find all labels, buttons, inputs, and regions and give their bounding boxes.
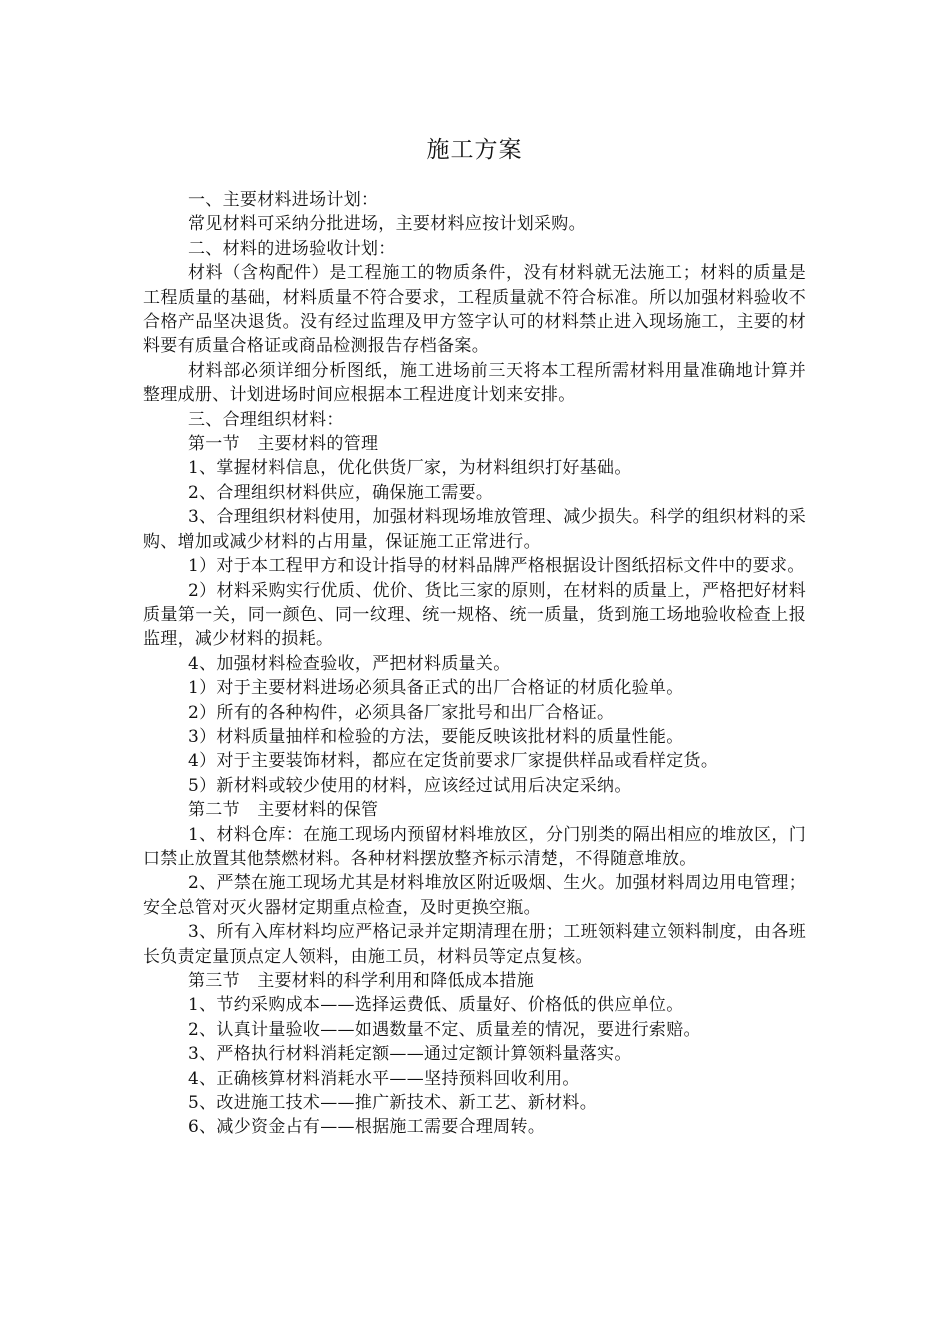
- paragraph: 二、材料的进场验收计划：: [188, 238, 396, 259]
- paragraph: 4、正确核算材料消耗水平——坚持预料回收利用。: [188, 1068, 580, 1089]
- paragraph: 2）所有的各种构件，必须具备厂家批号和出厂合格证。: [188, 702, 615, 723]
- section-heading: 第一节 主要材料的管理: [188, 434, 379, 455]
- paragraph: 6、减少资金占有——根据施工需要合理周转。: [188, 1117, 546, 1138]
- paragraph: 三、合理组织材料：: [188, 409, 344, 430]
- paragraph: 1、掌握材料信息，优化供货厂家，为材料组织打好基础。: [188, 458, 632, 479]
- document-page: [143, 134, 806, 1140]
- paragraph: 4）对于主要装饰材料，都应在定货前要求厂家提供样品或看样定货。: [188, 751, 719, 772]
- paragraph: 5、改进施工技术——推广新技术、新工艺、新材料。: [188, 1093, 598, 1114]
- paragraph: 5）新材料或较少使用的材料，应该经过试用后决定采纳。: [188, 775, 632, 796]
- document-body: [143, 188, 806, 1140]
- document-title: 施工方案: [426, 137, 523, 163]
- paragraph: 3、所有入库材料均应严格记录并定期清理在册；工班领料建立领料制度，由各班长负责定量顶点定人领料，由施工员，材料员等定点复核。: [143, 922, 806, 967]
- paragraph: 3、严格执行材料消耗定额——通过定额计算领料量落实。: [188, 1044, 632, 1065]
- paragraph: 材料（含构配件）是工程施工的物质条件，没有材料就无法施工；材料的质量是工程质量的基础，材料质量不符合要求，工程质量就不符合标准。所以加强材料验收不合格产品坚决退货。没有经过监理及甲方签字认可的材料禁止进入现场施工，主要的材料要有质量合格证或商品检测报告存档备案。: [143, 263, 806, 357]
- section-heading: 第三节 主要材料的科学利用和降低成本措施: [188, 971, 534, 991]
- paragraph: 材料部必须详细分析图纸，施工进场前三天将本工程所需材料用量准确地计算并整理成册、计划进场时间应根据本工程进度计划来安排。: [143, 360, 806, 406]
- paragraph: 常见材料可采纳分批进场，主要材料应按计划采购。: [188, 214, 586, 235]
- paragraph: 1）对于主要材料进场必须具备正式的出厂合格证的材质化验单。: [188, 678, 684, 699]
- paragraph: 2、认真计量验收——如遇数量不定、质量差的情况，要进行索赔。: [188, 1019, 701, 1040]
- paragraph: 4、加强材料检查验收，严把材料质量关。: [188, 653, 511, 674]
- paragraph: 1、材料仓库：在施工现场内预留材料堆放区，分门别类的隔出相应的堆放区，门口禁止放置其他禁燃材料。各种材料摆放整齐标示清楚，不得随意堆放。: [143, 824, 806, 869]
- paragraph: 1、节约采购成本——选择运费低、质量好、价格低的供应单位。: [188, 995, 684, 1016]
- section-heading: 第二节 主要材料的保管: [188, 800, 379, 821]
- paragraph: 2、严禁在施工现场尤其是材料堆放区附近吸烟、生火。加强材料周边用电管理；安全总管对灭火器材定期重点检查，及时更换空瓶。: [143, 873, 806, 918]
- paragraph: 3、合理组织材料使用，加强材料现场堆放管理、减少损失。科学的组织材料的采购、增加或减少材料的占用量，保证施工正常进行。: [143, 507, 806, 552]
- paragraph: 2、合理组织材料供应，确保施工需要。: [188, 482, 494, 503]
- paragraph: 一、主要材料进场计划：: [188, 190, 379, 210]
- paragraph: 2）材料采购实行优质、优价、货比三家的原则，在材料的质量上，严格把好材料质量第一关，同一颜色、同一纹理、统一规格、统一质量，货到施工场地验收检查上报监理，减少材料的损耗。: [143, 580, 806, 650]
- paragraph: 1）对于本工程甲方和设计指导的材料品牌严格根据设计图纸招标文件中的要求。: [188, 556, 805, 577]
- paragraph: 3）材料质量抽样和检验的方法，要能反映该批材料的质量性能。: [188, 726, 684, 747]
